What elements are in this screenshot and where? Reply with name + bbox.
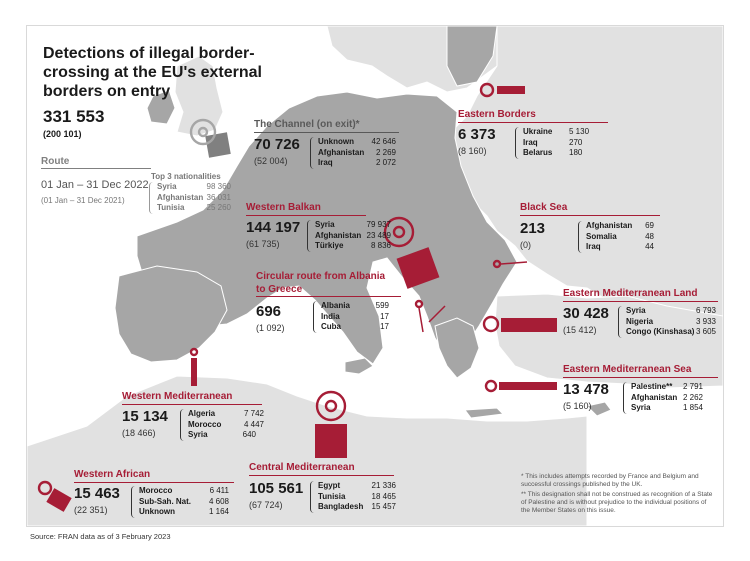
route-channel-prev: (52 004): [254, 156, 288, 166]
legend-route-label: Route: [41, 156, 70, 167]
list-item: Palestine** 2 791: [631, 382, 703, 391]
route-central-med-prev: (67 724): [249, 500, 283, 510]
list-item: Nigeria 3 933: [626, 316, 716, 326]
legend-divider: [41, 168, 151, 169]
legend-nationalities: [149, 182, 231, 214]
route-western-balkan-name: Western Balkan: [246, 202, 321, 213]
list-item: Syria 1 854: [631, 403, 703, 412]
list-item: Syria 98 360: [157, 182, 231, 191]
route-western-med-nationalities: [180, 409, 264, 441]
list-item: Ukraine 5 130: [523, 127, 590, 136]
route-black-sea-name: Black Sea: [520, 202, 568, 213]
list-item: Unknown 1 164: [139, 507, 229, 516]
route-central-med-line: [249, 475, 394, 476]
route-western-med-line: [122, 404, 262, 405]
list-item: Congo (Kinshasa) 3 605: [626, 327, 716, 336]
route-eastern-borders-nationalities: [515, 127, 601, 159]
list-item: Belarus 180: [523, 148, 583, 157]
route-em-land-name: Eastern Mediterranean Land: [563, 288, 698, 299]
route-circular-name: Circular route from Albania to Greece: [256, 271, 386, 295]
route-black-sea-total: 213: [520, 220, 546, 237]
route-eastern-borders-prev: (8 160): [458, 146, 487, 156]
iberia-land: [115, 266, 227, 362]
route-em-land-line: [563, 301, 718, 302]
list-item: Tunisia 25 260: [157, 203, 231, 212]
grand-total-prev: (200 101): [43, 129, 82, 139]
em-sea-marker: [486, 381, 557, 391]
route-channel-nationalities: [310, 137, 396, 169]
route-western-african-line: [74, 482, 234, 483]
list-item: Iraq 44: [586, 242, 654, 251]
western-med-marker: [191, 349, 197, 386]
route-channel-name: The Channel (on exit)*: [254, 119, 360, 130]
route-em-sea-total: 13 478: [563, 381, 609, 398]
list-item: Afghanistan 2 262: [631, 392, 703, 402]
list-item: Morocco 4 447: [188, 419, 264, 429]
route-black-sea-nationalities: [578, 221, 654, 253]
crete-land: [465, 408, 503, 418]
route-western-african-nationalities: [131, 486, 229, 518]
route-circular-nationalities: [313, 301, 389, 333]
route-channel-line: [254, 132, 399, 133]
route-em-sea-line: [563, 377, 718, 378]
route-black-sea-line: [520, 215, 660, 216]
route-western-african-name: Western African: [74, 469, 151, 480]
grand-total: 331 553: [43, 107, 105, 126]
route-western-balkan-total: 144 197: [246, 219, 301, 236]
route-em-sea-nationalities: [623, 382, 703, 414]
footnote-2: ** This designation shall not be construed as recognition of a State of Palestine and is without prejudice to the individual positions of the Member States on this issue.: [521, 491, 713, 514]
central-med-marker: [315, 392, 347, 458]
list-item: Somalia 48: [586, 231, 654, 241]
route-eastern-borders-line: [458, 122, 608, 123]
page-title: Detections of illegal border-crossing at the EU's external borders on entry: [43, 45, 262, 100]
list-item: Afghanistan 69: [586, 221, 654, 230]
list-item: Syria 6 793: [626, 306, 716, 315]
list-item: Iraq 2 072: [318, 158, 396, 167]
list-item: Sub-Sah. Nat. 4 608: [139, 496, 229, 506]
footnote-1: * This includes attempts recorded by France and Belgium and successful crossings published by the UK.: [521, 473, 699, 488]
route-central-med-total: 105 561: [249, 480, 304, 497]
list-item: Unknown 42 646: [318, 137, 396, 146]
list-item: Afghanistan 2 269: [318, 147, 396, 157]
map-frame: [26, 25, 724, 527]
list-item: Cuba 17: [321, 322, 389, 331]
route-western-african-prev: (22 351): [74, 505, 108, 515]
route-western-balkan-line: [246, 215, 366, 216]
legend-period-prev: (01 Jan – 31 Dec 2021): [41, 196, 125, 205]
list-item: Egypt 21 336: [318, 481, 396, 490]
list-item: Algeria 7 742: [188, 409, 264, 418]
route-channel-total: 70 726: [254, 136, 300, 153]
route-em-land-nationalities: [618, 306, 716, 338]
route-black-sea-prev: (0): [520, 240, 531, 250]
list-item: Afghanistan 36 031: [157, 192, 231, 202]
route-central-med-nationalities: [310, 481, 396, 513]
route-circular-line: [256, 296, 401, 297]
route-em-sea-prev: (5 160): [563, 401, 592, 411]
route-circular-prev: (1 092): [256, 323, 285, 333]
list-item: Syria 640: [188, 430, 256, 439]
north-africa-land: [27, 376, 587, 526]
route-circular-total: 696: [256, 303, 282, 320]
list-item: India 17: [321, 311, 389, 321]
list-item: Türkiye 8 836: [315, 241, 391, 250]
route-central-med-name: Central Mediterranean: [249, 462, 355, 473]
route-western-african-total: 15 463: [74, 485, 120, 502]
list-item: Morocco 6 411: [139, 486, 229, 495]
list-item: Iraq 270: [523, 137, 583, 147]
greece-land: [435, 318, 479, 378]
list-item: Syria 79 937: [315, 220, 391, 229]
route-em-land-prev: (15 412): [563, 325, 597, 335]
route-eastern-borders-total: 6 373: [458, 126, 496, 143]
footnotes: [521, 473, 717, 517]
source-note: Source: FRAN data as of 3 February 2023: [30, 532, 171, 541]
legend-top3-label: Top 3 nationalities: [151, 172, 221, 181]
route-em-sea-name: Eastern Mediterranean Sea: [563, 364, 692, 375]
list-item: Tunisia 18 465: [318, 491, 396, 501]
route-em-land-total: 30 428: [563, 305, 609, 322]
route-eastern-borders-name: Eastern Borders: [458, 109, 536, 120]
route-western-med-prev: (18 466): [122, 428, 156, 438]
route-western-med-name: Western Mediterranean: [122, 391, 233, 402]
legend-period: 01 Jan – 31 Dec 2022: [41, 179, 149, 191]
list-item: Afghanistan 23 489: [315, 230, 391, 240]
list-item: Bangladesh 15 457: [318, 502, 396, 511]
route-western-med-total: 15 134: [122, 408, 168, 425]
route-western-balkan-nationalities: [307, 220, 391, 252]
list-item: Albania 599: [321, 301, 389, 310]
route-western-balkan-prev: (61 735): [246, 239, 280, 249]
